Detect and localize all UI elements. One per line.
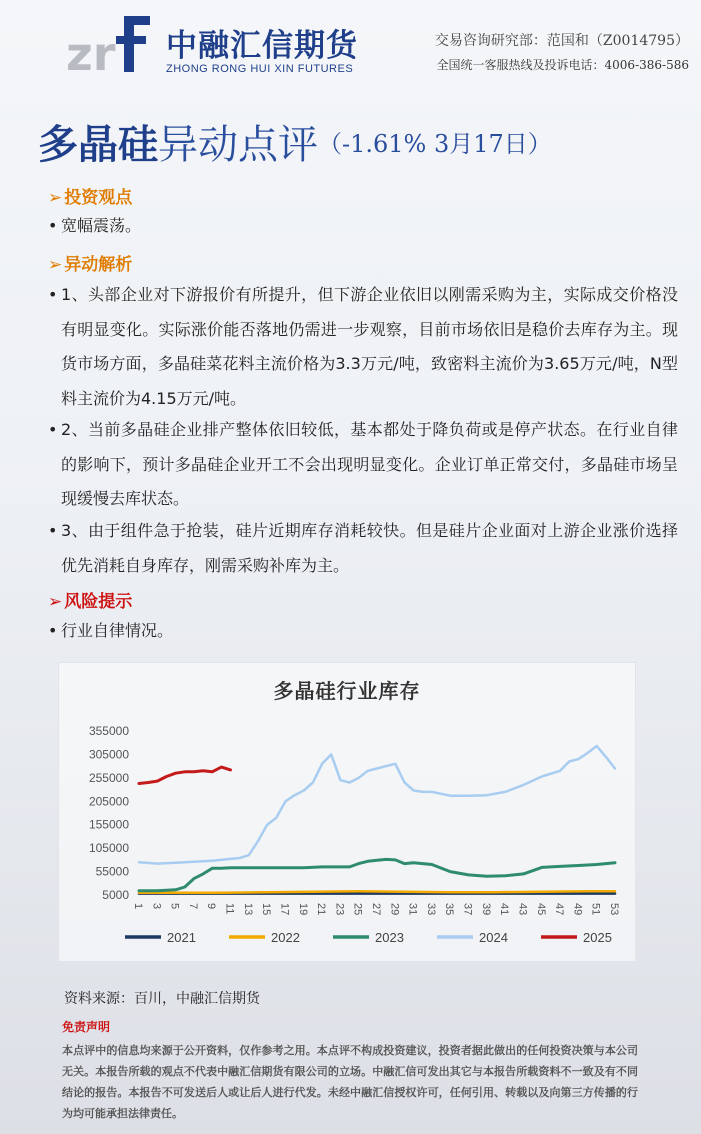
title-change-date: （-1.61% 3月17日） bbox=[318, 130, 552, 158]
bullet-dot-icon: • bbox=[48, 420, 58, 439]
bullet-text: 3、由于组件急于抢装，硅片近期库存消耗较快。但是硅片企业面对上游企业涨价选择优先消耗自身库存，刚需采购补库为主。 bbox=[61, 521, 678, 575]
y-tick-label: 255000 bbox=[88, 770, 129, 785]
y-tick-label: 5000 bbox=[102, 888, 129, 902]
section-investment-view bbox=[48, 183, 132, 208]
y-tick-label: 355000 bbox=[88, 724, 129, 738]
arrow-right-icon: ➢ bbox=[48, 255, 63, 275]
x-tick-label: 35 bbox=[443, 903, 456, 916]
x-tick-label: 25 bbox=[351, 903, 364, 916]
list-item bbox=[48, 614, 678, 649]
list-item bbox=[48, 413, 678, 517]
x-tick-label: 3 bbox=[150, 903, 163, 910]
x-tick-label: 13 bbox=[241, 903, 254, 916]
x-tick-label: 37 bbox=[461, 903, 474, 916]
x-tick-label: 21 bbox=[315, 903, 328, 916]
bullet-text: 宽幅震荡。 bbox=[61, 216, 142, 235]
data-source: 资料来源：百川，中融汇信期货 bbox=[64, 991, 260, 1007]
section-title: 投资观点 bbox=[64, 188, 133, 208]
x-tick-label: 17 bbox=[278, 903, 291, 916]
section-title: 风险提示 bbox=[64, 592, 133, 612]
series-line-2025 bbox=[139, 767, 231, 783]
company-name-cn: 中融汇信期货 bbox=[166, 28, 358, 64]
inventory-chart bbox=[58, 662, 636, 962]
bullet-dot-icon: • bbox=[48, 521, 58, 540]
x-tick-label: 5 bbox=[168, 903, 181, 910]
arrow-right-icon: ➢ bbox=[48, 188, 63, 208]
analyst-contact: 交易咨询研究部：范国和（Z0014795） bbox=[434, 33, 689, 49]
x-tick-label: 41 bbox=[498, 903, 511, 916]
hotline-contact: 全国统一客服热线及投诉电话：4006-386-586 bbox=[436, 58, 689, 72]
section-title: 异动解析 bbox=[64, 255, 133, 275]
bullet-dot-icon: • bbox=[48, 216, 58, 235]
x-tick-label: 53 bbox=[608, 903, 620, 916]
disclaimer-text: 本点评中的信息均来源于公开资料，仅作参考之用。本点评不构成投资建议，投资者据此做出的任何投资决策与本公司无关。本报告所载的观点不代表中融汇信期货有限公司的立场。中融汇信可发出其它与本报告所载资料不一致及有不同结论的报告。本报告不可发送后人或让后人进行代发。未经中融汇信授权许可，任何引用、转载以及向第三方传播的行为均可能承担法律责任。 bbox=[62, 1044, 638, 1120]
series-line-2024 bbox=[139, 746, 615, 864]
legend-label-2021: 2021 bbox=[167, 930, 196, 945]
section-risk bbox=[48, 587, 132, 612]
legend-label-2023: 2023 bbox=[375, 930, 404, 945]
list-item bbox=[48, 209, 678, 244]
bullet-text: 2、当前多晶硅企业排产整体依旧较低，基本都处于降负荷或是停产状态。在行业自律的影响下，预计多晶硅企业开工不会出现明显变化。企业订单正常交付，多晶硅市场呈现缓慢去库状态。 bbox=[61, 420, 678, 508]
svg-text:zr: zr bbox=[66, 27, 116, 76]
x-tick-label: 47 bbox=[553, 903, 566, 916]
x-tick-label: 27 bbox=[370, 903, 382, 916]
x-tick-label: 45 bbox=[534, 903, 547, 916]
disclaimer-title: 免责声明 bbox=[62, 1020, 111, 1034]
bullet-text: 行业自律情况。 bbox=[61, 621, 174, 640]
legend-label-2022: 2022 bbox=[271, 930, 300, 945]
x-tick-label: 19 bbox=[296, 903, 309, 916]
y-tick-label: 105000 bbox=[88, 841, 129, 856]
x-tick-label: 29 bbox=[388, 903, 401, 916]
x-tick-label: 31 bbox=[406, 903, 419, 916]
company-logo-icon bbox=[64, 14, 156, 76]
x-tick-label: 43 bbox=[516, 903, 529, 916]
page-title bbox=[38, 113, 552, 170]
title-subject: 异动点评 bbox=[158, 122, 318, 168]
x-tick-label: 15 bbox=[260, 903, 273, 916]
y-tick-label: 205000 bbox=[88, 794, 129, 809]
bullet-dot-icon: • bbox=[48, 285, 58, 304]
y-tick-label: 305000 bbox=[88, 747, 129, 762]
arrow-right-icon: ➢ bbox=[48, 592, 63, 612]
list-item bbox=[48, 514, 678, 583]
series-line-2023 bbox=[139, 859, 615, 890]
x-tick-label: 7 bbox=[186, 903, 199, 910]
list-item bbox=[48, 278, 678, 416]
x-tick-label: 23 bbox=[333, 903, 346, 916]
company-name-en: ZHONG RONG HUI XIN FUTURES bbox=[166, 63, 354, 75]
bullet-dot-icon: • bbox=[48, 621, 58, 640]
x-tick-label: 11 bbox=[223, 903, 236, 915]
legend-label-2024: 2024 bbox=[479, 930, 508, 945]
report-header bbox=[0, 0, 701, 95]
y-tick-label: 55000 bbox=[95, 864, 129, 879]
chart-canvas bbox=[59, 663, 637, 963]
legend-label-2025: 2025 bbox=[583, 930, 612, 945]
bullet-text: 1、头部企业对下游报价有所提升，但下游企业依旧以刚需采购为主，实际成交价格没有明显变化。实际涨价能否落地仍需进一步观察，目前市场依旧是稳价去库存为主。现货市场方面，多晶硅菜花料主流价格为3.3万元/吨，致密料主流价为3.65万元/吨，N型料主流价为4.15万元/吨。 bbox=[61, 285, 678, 408]
x-tick-label: 33 bbox=[424, 903, 437, 916]
x-tick-label: 49 bbox=[571, 903, 584, 916]
x-tick-label: 51 bbox=[589, 903, 602, 916]
x-tick-label: 39 bbox=[479, 903, 492, 916]
series-line-2022 bbox=[139, 891, 615, 892]
title-product: 多晶硅 bbox=[38, 121, 158, 168]
section-analysis bbox=[48, 250, 132, 275]
y-tick-label: 155000 bbox=[88, 817, 129, 832]
x-tick-label: 9 bbox=[205, 903, 218, 910]
chart-title: 多晶硅行业库存 bbox=[273, 679, 421, 703]
x-tick-label: 1 bbox=[132, 903, 144, 910]
